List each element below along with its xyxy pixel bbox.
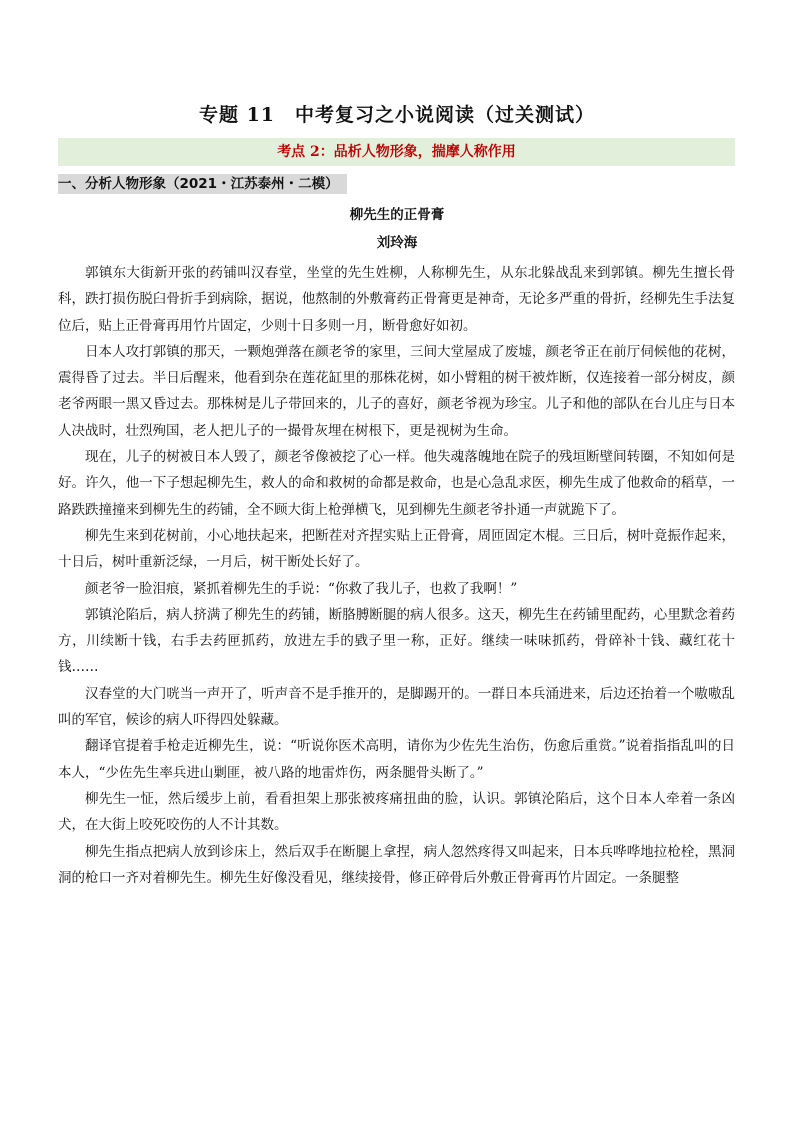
paragraph: 郭镇沦陷后，病人挤满了柳先生的药铺，断胳膊断腿的病人很多。这天，柳先生在药铺里配药，心里默念着药方，川续断十钱，右手去药匣抓药，放进左手的戥子里一称，正好。继续一味味抓药，骨碎补十钱、藏红花十钱…… (58, 606, 735, 676)
paragraph: 日本人攻打郭镇的那天，一颗炮弹落在颜老爷的家里，三间大堂屋成了废墟，颜老爷正在前厅伺候他的花树，震得昏了过去。半日后醒来，他看到杂在莲花缸里的那株花树，如小臂粗的树干被炸断，仅连接着一部分树皮，颜老爷两眼一黑又昏过去。那株树是儿子带回来的，儿子的喜好，颜老爷视为珍宝。儿子和他的部队在台儿庄与日本人决战时，壮烈殉国，老人把儿子的一撮骨灰埋在树根下，更是视树为生命。 (58, 343, 735, 439)
story-title: 柳先生的正骨膏 (349, 207, 445, 223)
paragraph: 柳先生指点把病人放到诊床上，然后双手在断腿上拿捏，病人忽然疼得又叫起来，日本兵哗哗地拉枪栓，黑洞洞的枪口一齐对着柳先生。柳先生好像没看见，继续接骨，修正碎骨后外敷正骨膏再竹片固定。一条腿整 (58, 843, 735, 886)
story-author: 刘玲海 (376, 235, 418, 251)
paragraph: 现在，儿子的树被日本人毁了，颜老爷像被挖了心一样。他失魂落魄地在院子的残垣断壁间转圈，不知如何是好。许久，他一下子想起柳先生，救人的命和救树的命都是救命，也是心急乱求医，柳先生成了他救命的稻草，一路跌跌撞撞来到柳先生的药铺，全不顾大街上枪弹横飞，见到柳先生颜老爷扑通一声就跪下了。 (58, 449, 735, 518)
paragraph: 郭镇东大街新开张的药铺叫汉春堂，坐堂的先生姓柳，人称柳先生，从东北躲战乱来到郭镇。柳先生擅长骨科，跌打损伤脱臼骨折手到病除，据说，他熬制的外敷膏药正骨膏更是神奇，无论多严重的骨折，经柳先生手法复位后，贴上正骨膏再用竹片固定，少则十日多则一月，断骨愈好如初。 (58, 265, 735, 334)
paragraph: 汉春堂的大门咣当一声开了，听声音不是手推开的，是脚踢开的。一群日本兵涌进来，后边还抬着一个嗷嗷乱叫的军官，候诊的病人吓得四处躲藏。 (58, 685, 735, 729)
document-title: 专题 11 中考复习之小说阅读（过关测试） (198, 104, 596, 126)
story-body (58, 260, 735, 891)
kaodian-banner: 考点 2：品析人物形象，揣摩人称作用 (58, 138, 735, 166)
section-heading: 一、分析人物形象（2021・江苏泰州・二模） (58, 174, 347, 194)
paragraph: 柳先生一怔，然后缓步上前，看看担架上那张被疼痛扭曲的脸，认识。郭镇沦陷后，这个日本人牵着一条凶犬，在大街上咬死咬伤的人不计其数。 (58, 790, 735, 834)
paragraph: 翻译官提着手枪走近柳先生，说：“听说你医术高明，请你为少佐先生治伤，伤愈后重赏。”说着指指乱叫的日本人，“少佐先生率兵进山剿匪，被八路的地雷炸伤，两条腿骨头断了。” (58, 738, 735, 781)
paragraph: 柳先生来到花树前，小心地扶起来，把断茬对齐捏实贴上正骨膏，周匝固定木棍。三日后，树叶竟振作起来，十日后，树叶重新泛绿，一月后，树干断处长好了。 (58, 527, 735, 571)
paragraph: 颜老爷一脸泪痕，紧抓着柳先生的手说：“你救了我儿子，也救了我啊！” (85, 580, 518, 597)
